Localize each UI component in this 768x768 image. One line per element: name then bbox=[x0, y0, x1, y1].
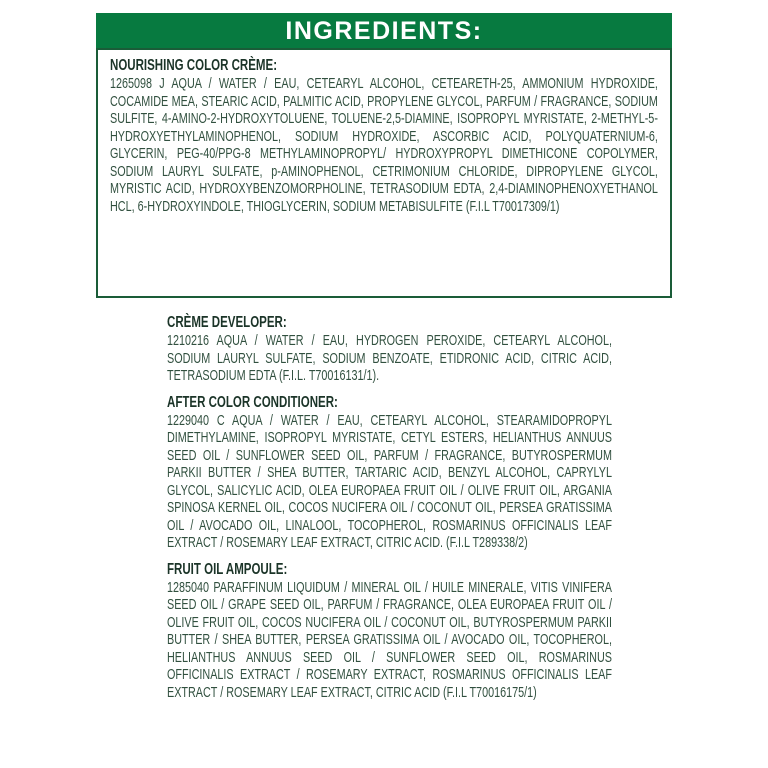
section-heading-creme-developer: CRÈME DEVELOPER: bbox=[167, 314, 287, 331]
creme-developer-section bbox=[167, 313, 612, 385]
section-heading-fruit-oil-ampoule: FRUIT OIL AMPOULE: bbox=[167, 560, 288, 578]
nourishing-color-creme-box bbox=[96, 48, 672, 298]
section-heading-after-color-conditioner: AFTER COLOR CONDITIONER: bbox=[167, 393, 338, 411]
secondary-sections-column bbox=[167, 313, 612, 701]
section-body-after-color-conditioner: 1229040 C AQUA / WATER / EAU, CETEARYL ALCOHOL, STEARAMIDOPROPYL DIMETHYLAMINE, ISOPROPYL MYRISTATE, CETYL ESTERS, HELIANTHUS ANNUUS SEED OIL / SUNFLOWER SEED OIL, PARFUM / FRAGRANCE, BUTYROSPERMUM PARKII BUTTER / SHEA BUTTER, TARTARIC ACID, BENZYL ALCOHOL, CAPRYLYL GLYCOL, SALICYLIC ACID, OLEA EUROPAEA FRUIT OIL / OLIVE FRUIT OIL, ARGANIA SPINOSA KERNEL OIL, COCOS NUCIFERA OIL / COCONUT OIL, PERSEA GRATISSIMA OIL / AVOCADO OIL, LINALOOL, TOCOPHEROL, ROSMARINUS OFFICINALIS LEAF EXTRACT / ROSEMARY LEAF EXTRACT, CITRIC ACID. (F.I.L T289338/2) bbox=[167, 411, 612, 551]
section-body-fruit-oil-ampoule: 1285040 PARAFFINUM LIQUIDUM / MINERAL OIL / HUILE MINERALE, VITIS VINIFERA SEED OIL / GRAPE SEED OIL, PARFUM / FRAGRANCE, OLEA EUROPAEA FRUIT OIL / OLIVE FRUIT OIL, COCOS NUCIFERA OIL / COCONUT OIL, BUTYROSPERMUM PARKII BUTTER / SHEA BUTTER, PERSEA GRATISSIMA OIL / AVOCADO OIL, TOCOPHEROL, HELIANTHUS ANNUUS SEED OIL / SUNFLOWER SEED OIL, ROSMARINUS OFFICINALIS EXTRACT / ROSEMARY EXTRACT, ROSMARINUS OFFICINALIS LEAF EXTRACT / ROSEMARY LEAF EXTRACT, CITRIC ACID (F.I.L T70016175/1) bbox=[167, 578, 612, 701]
fruit-oil-ampoule-section bbox=[167, 560, 612, 702]
section-body-creme-developer: 1210216 AQUA / WATER / EAU, HYDROGEN PEROXIDE, CETEARYL ALCOHOL, SODIUM LAURYL SULFATE, SODIUM BENZOATE, ETIDRONIC ACID, CITRIC ACID, TETRASODIUM EDTA (F.I.L. T70016131/1). bbox=[167, 332, 612, 384]
secondary-sections bbox=[167, 313, 612, 701]
ingredients-header-bar bbox=[96, 13, 672, 48]
section-heading-nourishing-color-creme: NOURISHING COLOR CRÈME: bbox=[110, 57, 278, 74]
section-body-nourishing-color-creme: 1265098 J AQUA / WATER / EAU, CETEARYL ALCOHOL, CETEARETH-25, AMMONIUM HYDROXIDE, COCAMIDE MEA, STEARIC ACID, PALMITIC ACID, PROPYLENE GLYCOL, PARFUM / FRAGRANCE, SODIUM SULFITE, 4-AMINO-2-HYDROXYTOLUENE, TOLUENE-2,5-DIAMINE, ISOPROPYL MYRISTATE, 2-METHYL-5-HYDROXYETHYLAMINOPHENOL, SODIUM HYDROXIDE, ASCORBIC ACID, POLYQUATERNIUM-6, GLYCERIN, PEG-40/PPG-8 METHYLAMINOPROPYL/ HYDROXYPROPYL DIMETHICONE COPOLYMER, SODIUM LAURYL SULFATE, p-AMINOPHENOL, CETRIMONIUM CHLORIDE, DIPROPYLENE GLYCOL, MYRISTIC ACID, HYDROXYBENZOMORPHOLINE, TETRASODIUM EDTA, 2,4-DIAMINOPHENOXYETHANOL HCL, 6-HYDROXYINDOLE, THIOGLYCERIN, SODIUM METABISULFITE (F.I.L T70017309/1) bbox=[110, 75, 658, 215]
after-color-conditioner-section bbox=[167, 393, 612, 552]
nourishing-color-creme-section bbox=[110, 56, 658, 215]
ingredients-title: INGREDIENTS: bbox=[285, 16, 483, 45]
